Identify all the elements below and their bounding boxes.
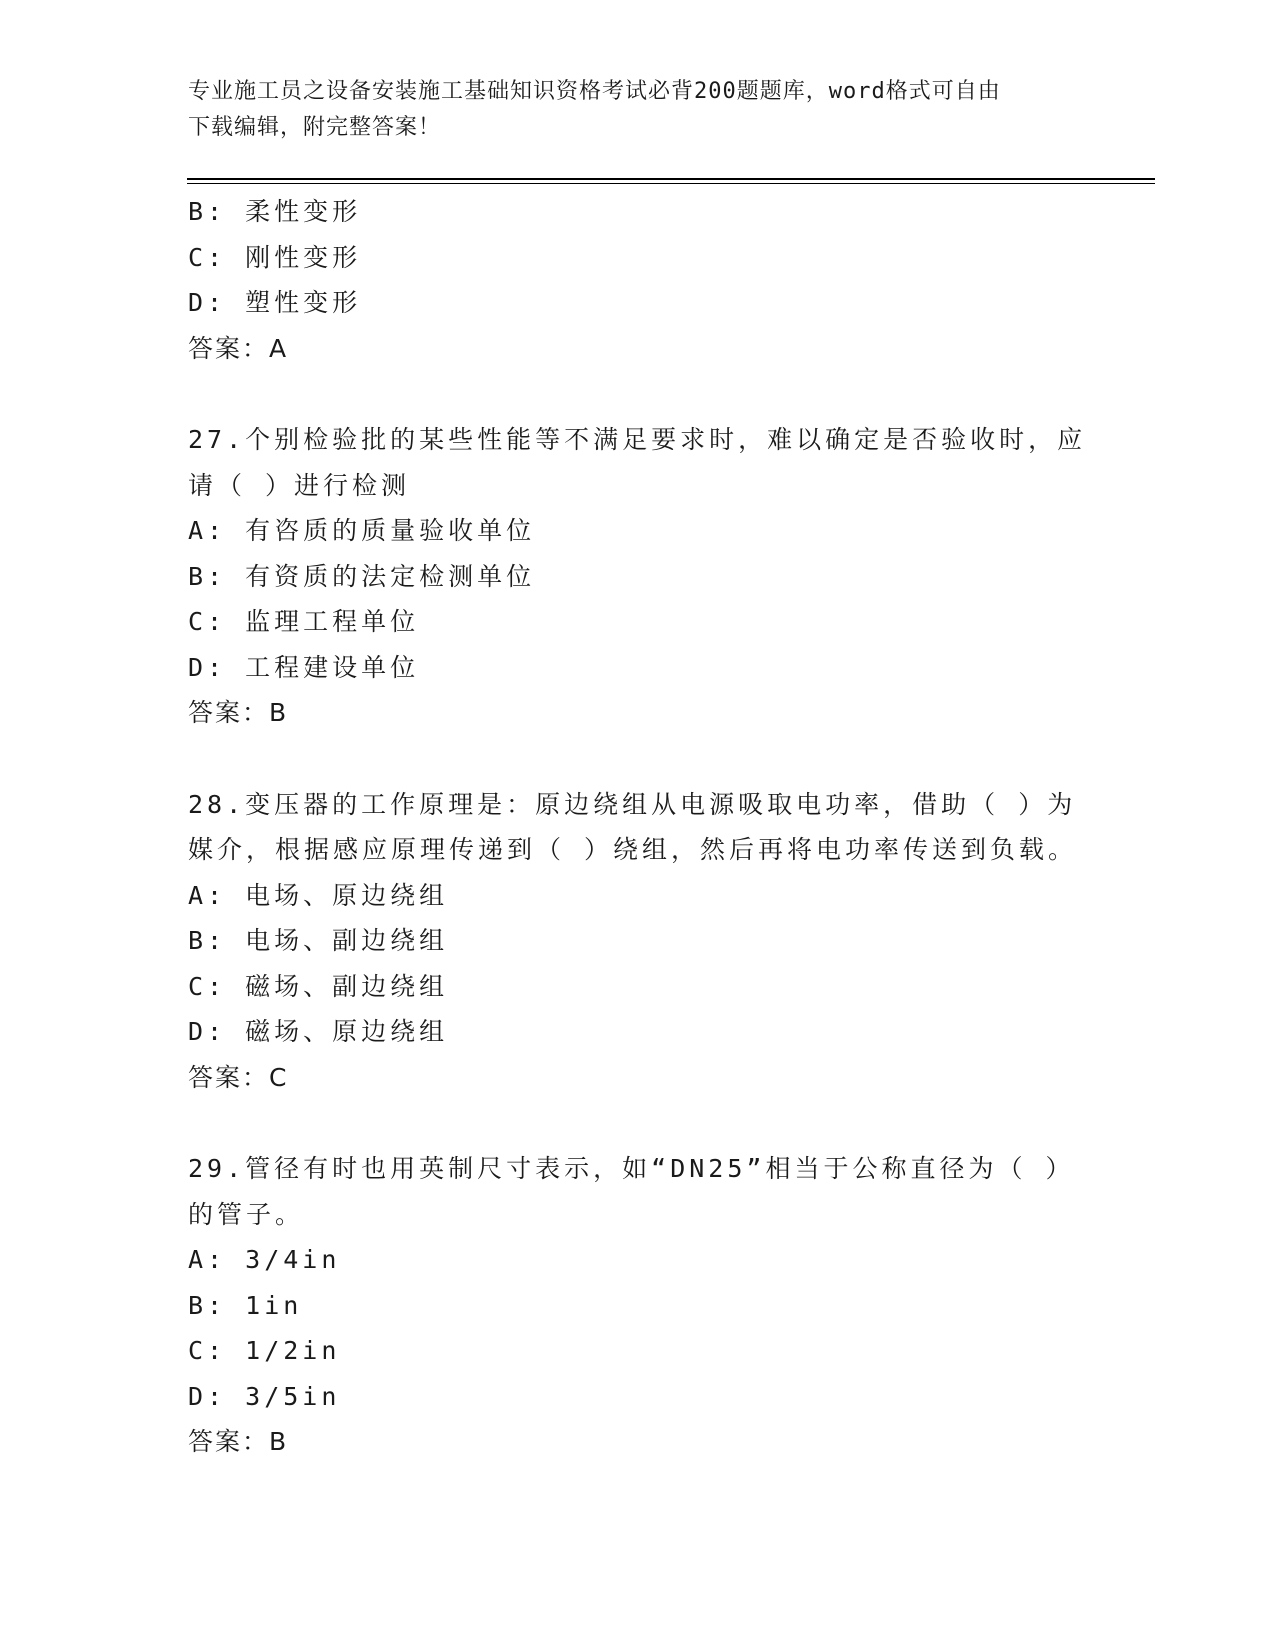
answer-line: 答案：B [188, 698, 289, 727]
question-text-line: 媒介，根据感应原理传递到（ ）绕组，然后再将电功率传送到负载。 [188, 835, 1078, 864]
question-text-line: 27.个别检验批的某些性能等不满足要求时，难以确定是否验收时，应 [188, 425, 1087, 454]
spacer [188, 371, 1088, 417]
answer-line: 答案：B [188, 1427, 289, 1456]
option-b: B: 电场、副边绕组 [188, 926, 449, 955]
option-a: A: 有咨质的质量验收单位 [188, 516, 536, 545]
option-d: D: 磁场、原边绕组 [188, 1017, 449, 1046]
question-text-line: 的管子。 [188, 1199, 305, 1229]
option-c: C: 监理工程单位 [188, 607, 420, 636]
document-header [188, 74, 1088, 146]
option-a: A: 电场、原边绕组 [188, 880, 449, 910]
answer-line: 答案：A [188, 333, 289, 363]
question-content [188, 189, 1088, 1465]
header-line-1: 专业施工员之设备安装施工基础知识资格考试必背200题题库，word格式可自由 [188, 79, 1001, 104]
option-d: D: 工程建设单位 [188, 652, 420, 682]
header-divider-thick [187, 178, 1155, 180]
question-text-line: 请（ ）进行检测 [188, 470, 411, 500]
header-line-2: 下载编辑，附完整答案！ [188, 115, 442, 140]
previous-question-tail [188, 189, 1088, 371]
option-b: B: 1in [188, 1290, 303, 1320]
header-divider-thin [187, 183, 1155, 184]
spacer [188, 736, 1088, 782]
option-c: C: 1/2in [188, 1336, 341, 1365]
option-b: B: 柔性变形 [188, 197, 362, 226]
option-a: A: 3/4in [188, 1245, 341, 1274]
question-text-line: 29.管径有时也用英制尺寸表示，如“DN25”相当于公称直径为（ ） [188, 1154, 1075, 1183]
option-d: D: 3/5in [188, 1381, 341, 1411]
option-c: C: 磁场、副边绕组 [188, 971, 449, 1001]
answer-line: 答案：C [188, 1062, 289, 1092]
question-29 [188, 1146, 1088, 1465]
question-text-line: 28.变压器的工作原理是：原边绕组从电源吸取电功率，借助（ ）为 [188, 789, 1077, 819]
option-d: D: 塑性变形 [188, 288, 362, 317]
option-c: C: 刚性变形 [188, 242, 362, 272]
option-b: B: 有资质的法定检测单位 [188, 561, 536, 591]
question-28 [188, 782, 1088, 1101]
question-27 [188, 417, 1088, 736]
spacer [188, 1100, 1088, 1146]
